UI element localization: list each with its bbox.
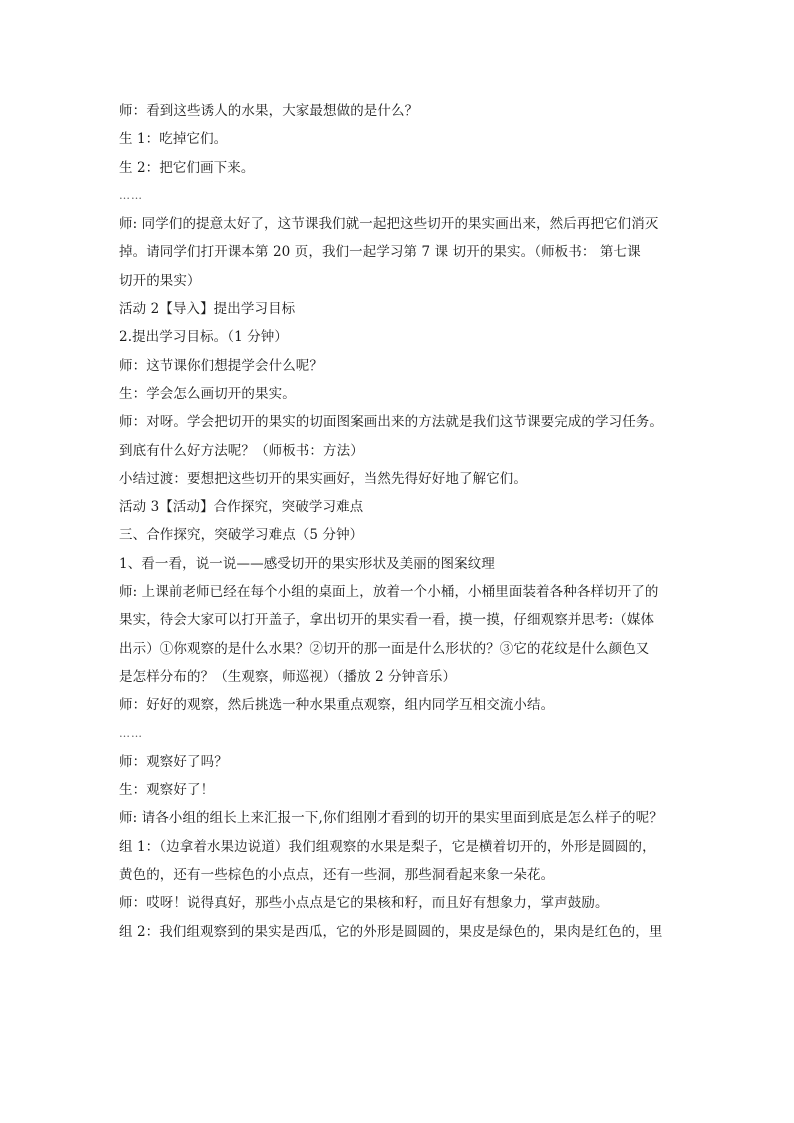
text-line: 是怎样分布的？（生观察，师巡视）（播放 2 分钟音乐） — [119, 668, 457, 685]
text-line: 师：这节课你们想提学会什么呢？ — [119, 357, 323, 374]
text-line: 师：对呀。学会把切开的果实的切面图案画出来的方法就是我们这节课要完成的学习任务。 — [119, 414, 663, 431]
text-line: 到底有什么好方法呢？（师板书：方法） — [119, 442, 364, 459]
text-line: 果实，待会大家可以打开盖子，拿出切开的果实看一看，摸一摸，仔细观察并思考:（媒体 — [119, 612, 655, 629]
text-line: 师：观察好了吗？ — [119, 753, 228, 770]
text-line: 出示）①你观察的是什么水果？②切开的那一面是什么形状的？③它的花纹是什么颜色又 — [119, 640, 650, 657]
text-line: 师: 同学们的提意太好了，这节课我们就一起把这些切开的果实画出来，然后再把它们消灭 — [119, 216, 659, 233]
text-line: 生：观察好了！ — [119, 782, 215, 799]
text-line: 1、看一看，说一说——感受切开的果实形状及美丽的图案纹理 — [119, 555, 495, 572]
text-line: 师: 请各小组的组长上来汇报一下,你们组刚才看到的切开的果实里面到底是怎么样子的呢？ — [119, 810, 663, 827]
text-line: 小结过渡：要想把这些切开的果实画好，当然先得好好地了解它们。 — [119, 470, 527, 487]
text-line: 组 2：我们组观察到的果实是西瓜，它的外形是圆圆的，果皮是绿色的，果肉是红色的，里 — [119, 923, 663, 940]
activity-heading: 活动 2【导入】提出学习目标 — [119, 301, 296, 318]
text-line: 组 1：（边拿着水果边说道）我们组观察的水果是梨子，它是横着切开的，外形是圆圆的， — [119, 838, 656, 855]
section-heading: 三、合作探究，突破学习难点（5 分钟） — [119, 527, 364, 544]
ellipsis-line: …… — [119, 726, 143, 740]
lesson-transcript — [119, 101, 679, 950]
text-line: 师：哎呀！说得真好，那些小点点是它的果核和籽，而且好有想象力，掌声鼓励。 — [119, 895, 609, 912]
ellipsis-line: …… — [119, 188, 143, 202]
text-line: 生：学会怎么画切开的果实。 — [119, 385, 296, 402]
text-line: 2.提出学习目标。（1 分钟） — [119, 329, 289, 346]
text-line: 生 1：吃掉它们。 — [119, 131, 228, 148]
text-line: 切开的果实） — [119, 272, 201, 289]
text-line: 掉。请同学们打开课本第 20 页，我们一起学习第 7 课 切开的果实。（师板书： 第七课 — [119, 244, 641, 261]
activity-heading: 活动 3【活动】合作探究，突破学习难点 — [119, 499, 364, 516]
text-line: 师：看到这些诱人的水果，大家最想做的是什么？ — [119, 103, 419, 119]
text-line: 师：好好的观察，然后挑选一种水果重点观察，组内同学互相交流小结。 — [119, 697, 555, 714]
text-line: 黄色的，还有一些棕色的小点点，还有一些洞，那些洞看起来象一朵花。 — [119, 867, 555, 884]
text-line: 师: 上课前老师已经在每个小组的桌面上，放着一个小桶，小桶里面装着各种各样切开了的 — [119, 584, 659, 601]
text-line: 生 2：把它们画下来。 — [119, 159, 255, 176]
